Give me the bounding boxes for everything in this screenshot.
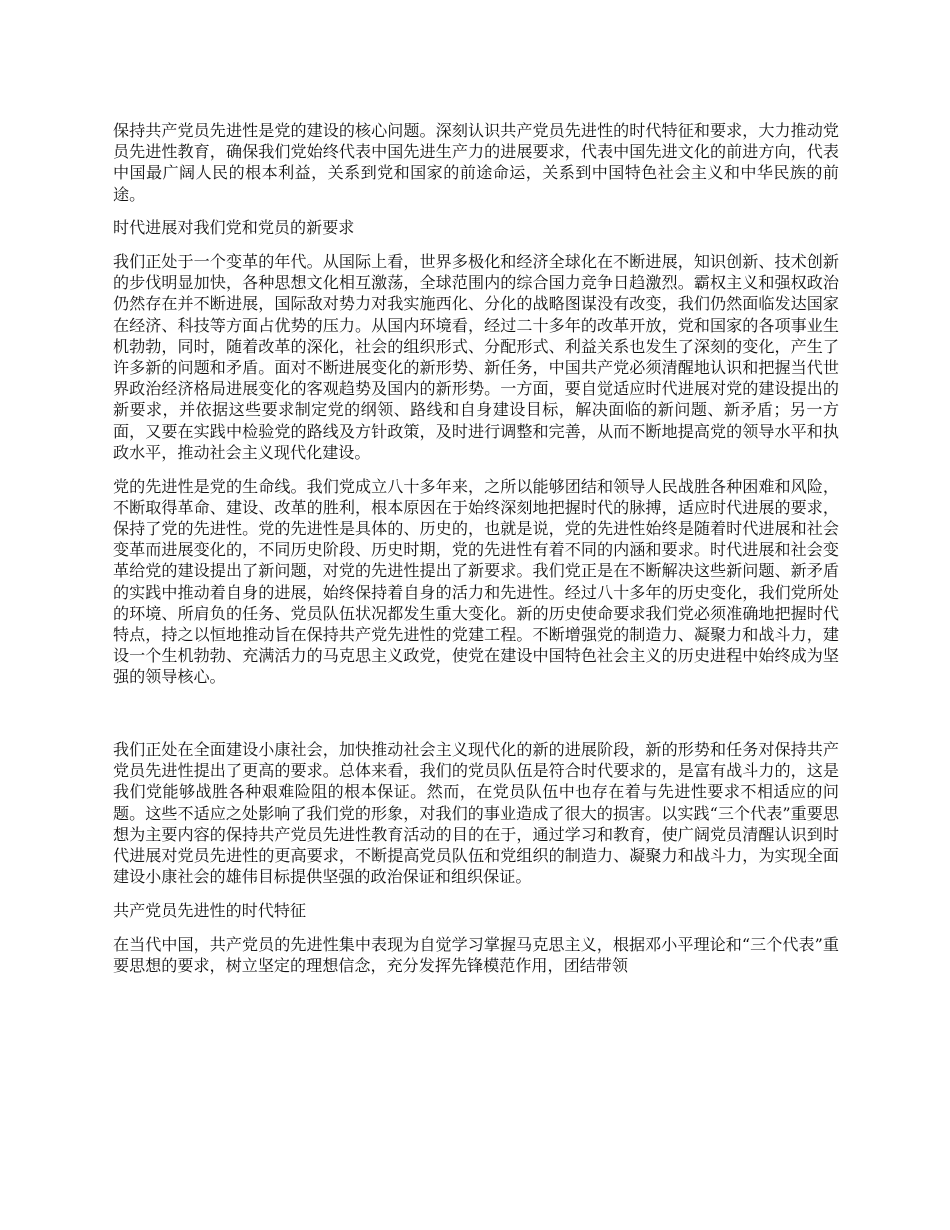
paragraph-xiaokang-stage: 我们正处在全面建设小康社会，加快推动社会主义现代化的新的进展阶段，新的形势和任务对保持共产党员先进性提出了更高的要求。总体来看，我们的党员队伍是符合时代要求的，是富有战斗力的，这是我们党能够战胜各种艰难险阻的根本保证。然而，在党员队伍中也存在着与先进性要求不相适应的问题。这些不适应之处影响了我们党的形象，对我们的事业造成了很大的损害。以实践“三个代表”重要思想为主要内容的保持共产党员先进性教育活动的目的在于，通过学习和教育，使广阔党员清醒认识到时代进展对党员先进性的更高要求，不断提高党员队伍和党组织的制造力、凝聚力和战斗力，为实现全面建设小康社会的雄伟目标提供坚强的政治保证和组织保证。 bbox=[113, 740, 839, 887]
paragraph-party-lifeline: 党的先进性是党的生命线。我们党成立八十多年来，之所以能够团结和领导人民战胜各种困难和风险，不断取得革命、建设、改革的胜利，根本原因在于始终深刻地把握时代的脉搏，适应时代进展的要求，保持了党的先进性。党的先进性是具体的、历史的，也就是说，党的先进性始终是随着时代进展和社会变革而进展变化的，不同历史阶段、历史时期，党的先进性有着不同的内涵和要求。时代进展和社会变革给党的建设提出了新问题，对党的先进性提出了新要求。我们党正是在不断解决这些新问题、新矛盾的实践中推动着自身的进展，始终保持着自身的活力和先进性。经过八十多年的历史变化，我们党所处的环境、所肩负的任务、党员队伍状况都发生重大变化。新的历史使命要求我们党必须准确地把握时代特点，持之以恒地推动旨在保持共产党先进性的党建工程。不断增强党的制造力、凝聚力和战斗力，建设一个生机勃勃、充满活力的马克思主义政党，使党在建设中国特色社会主义的历史进程中始终成为坚强的领导核心。 bbox=[113, 476, 839, 687]
section-heading-new-requirements: 时代进展对我们党和党员的新要求 bbox=[113, 218, 355, 238]
section-heading-era-features: 共产党员先进性的时代特征 bbox=[113, 901, 307, 920]
intro-paragraph: 保持共产党员先进性是党的建设的核心问题。深刻认识共产党员先进性的时代特征和要求，大力推动党员先进性教育，确保我们党始终代表中国先进生产力的进展要求，代表中国先进文化的前进方向，代表中国最广阔人民的根本利益，关系到党和国家的前途命运，关系到中国特色社会主义和中华民族的前途。 bbox=[113, 121, 839, 204]
paragraph-contemporary-china: 在当代中国，共产党员的先进性集中表现为自觉学习掌握马克思主义，根据邓小平理论和“三个代表”重要思想的要求，树立坚定的理想信念，充分发挥先锋模范作用，团结带领 bbox=[113, 934, 839, 975]
paragraph-era-of-change: 我们正处于一个变革的年代。从国际上看，世界多极化和经济全球化在不断进展，知识创新、技术创新的步伐明显加快，各种思想文化相互激荡，全球范围内的综合国力竞争日趋激烈。霸权主义和强权政治仍然存在并不断进展，国际敌对势力对我实施西化、分化的战略图谋没有改变，我们仍然面临发达国家在经济、科技等方面占优势的压力。从国内环境看，经过二十多年的改革开放，党和国家的各项事业生机勃勃，同时，随着改革的深化，社会的组织形式、分配形式、利益关系也发生了深刻的变化，产生了许多新的问题和矛盾。面对不断进展变化的新形势、新任务，中国共产党必须清醒地认识和把握当代世界政治经济格局进展变化的客观趋势及国内的新形势。一方面，要自觉适应时代进展对党的建设提出的新要求，并依据这些要求制定党的纲领、路线和自身建设目标，解决面临的新问题、新矛盾；另一方面，又要在实践中检验党的路线及方针政策，及时进行调整和完善，从而不断地提高党的领导水平和执政水平，推动社会主义现代化建设。 bbox=[113, 252, 839, 462]
paragraph-spacer bbox=[113, 700, 839, 739]
document-body bbox=[113, 120, 839, 989]
